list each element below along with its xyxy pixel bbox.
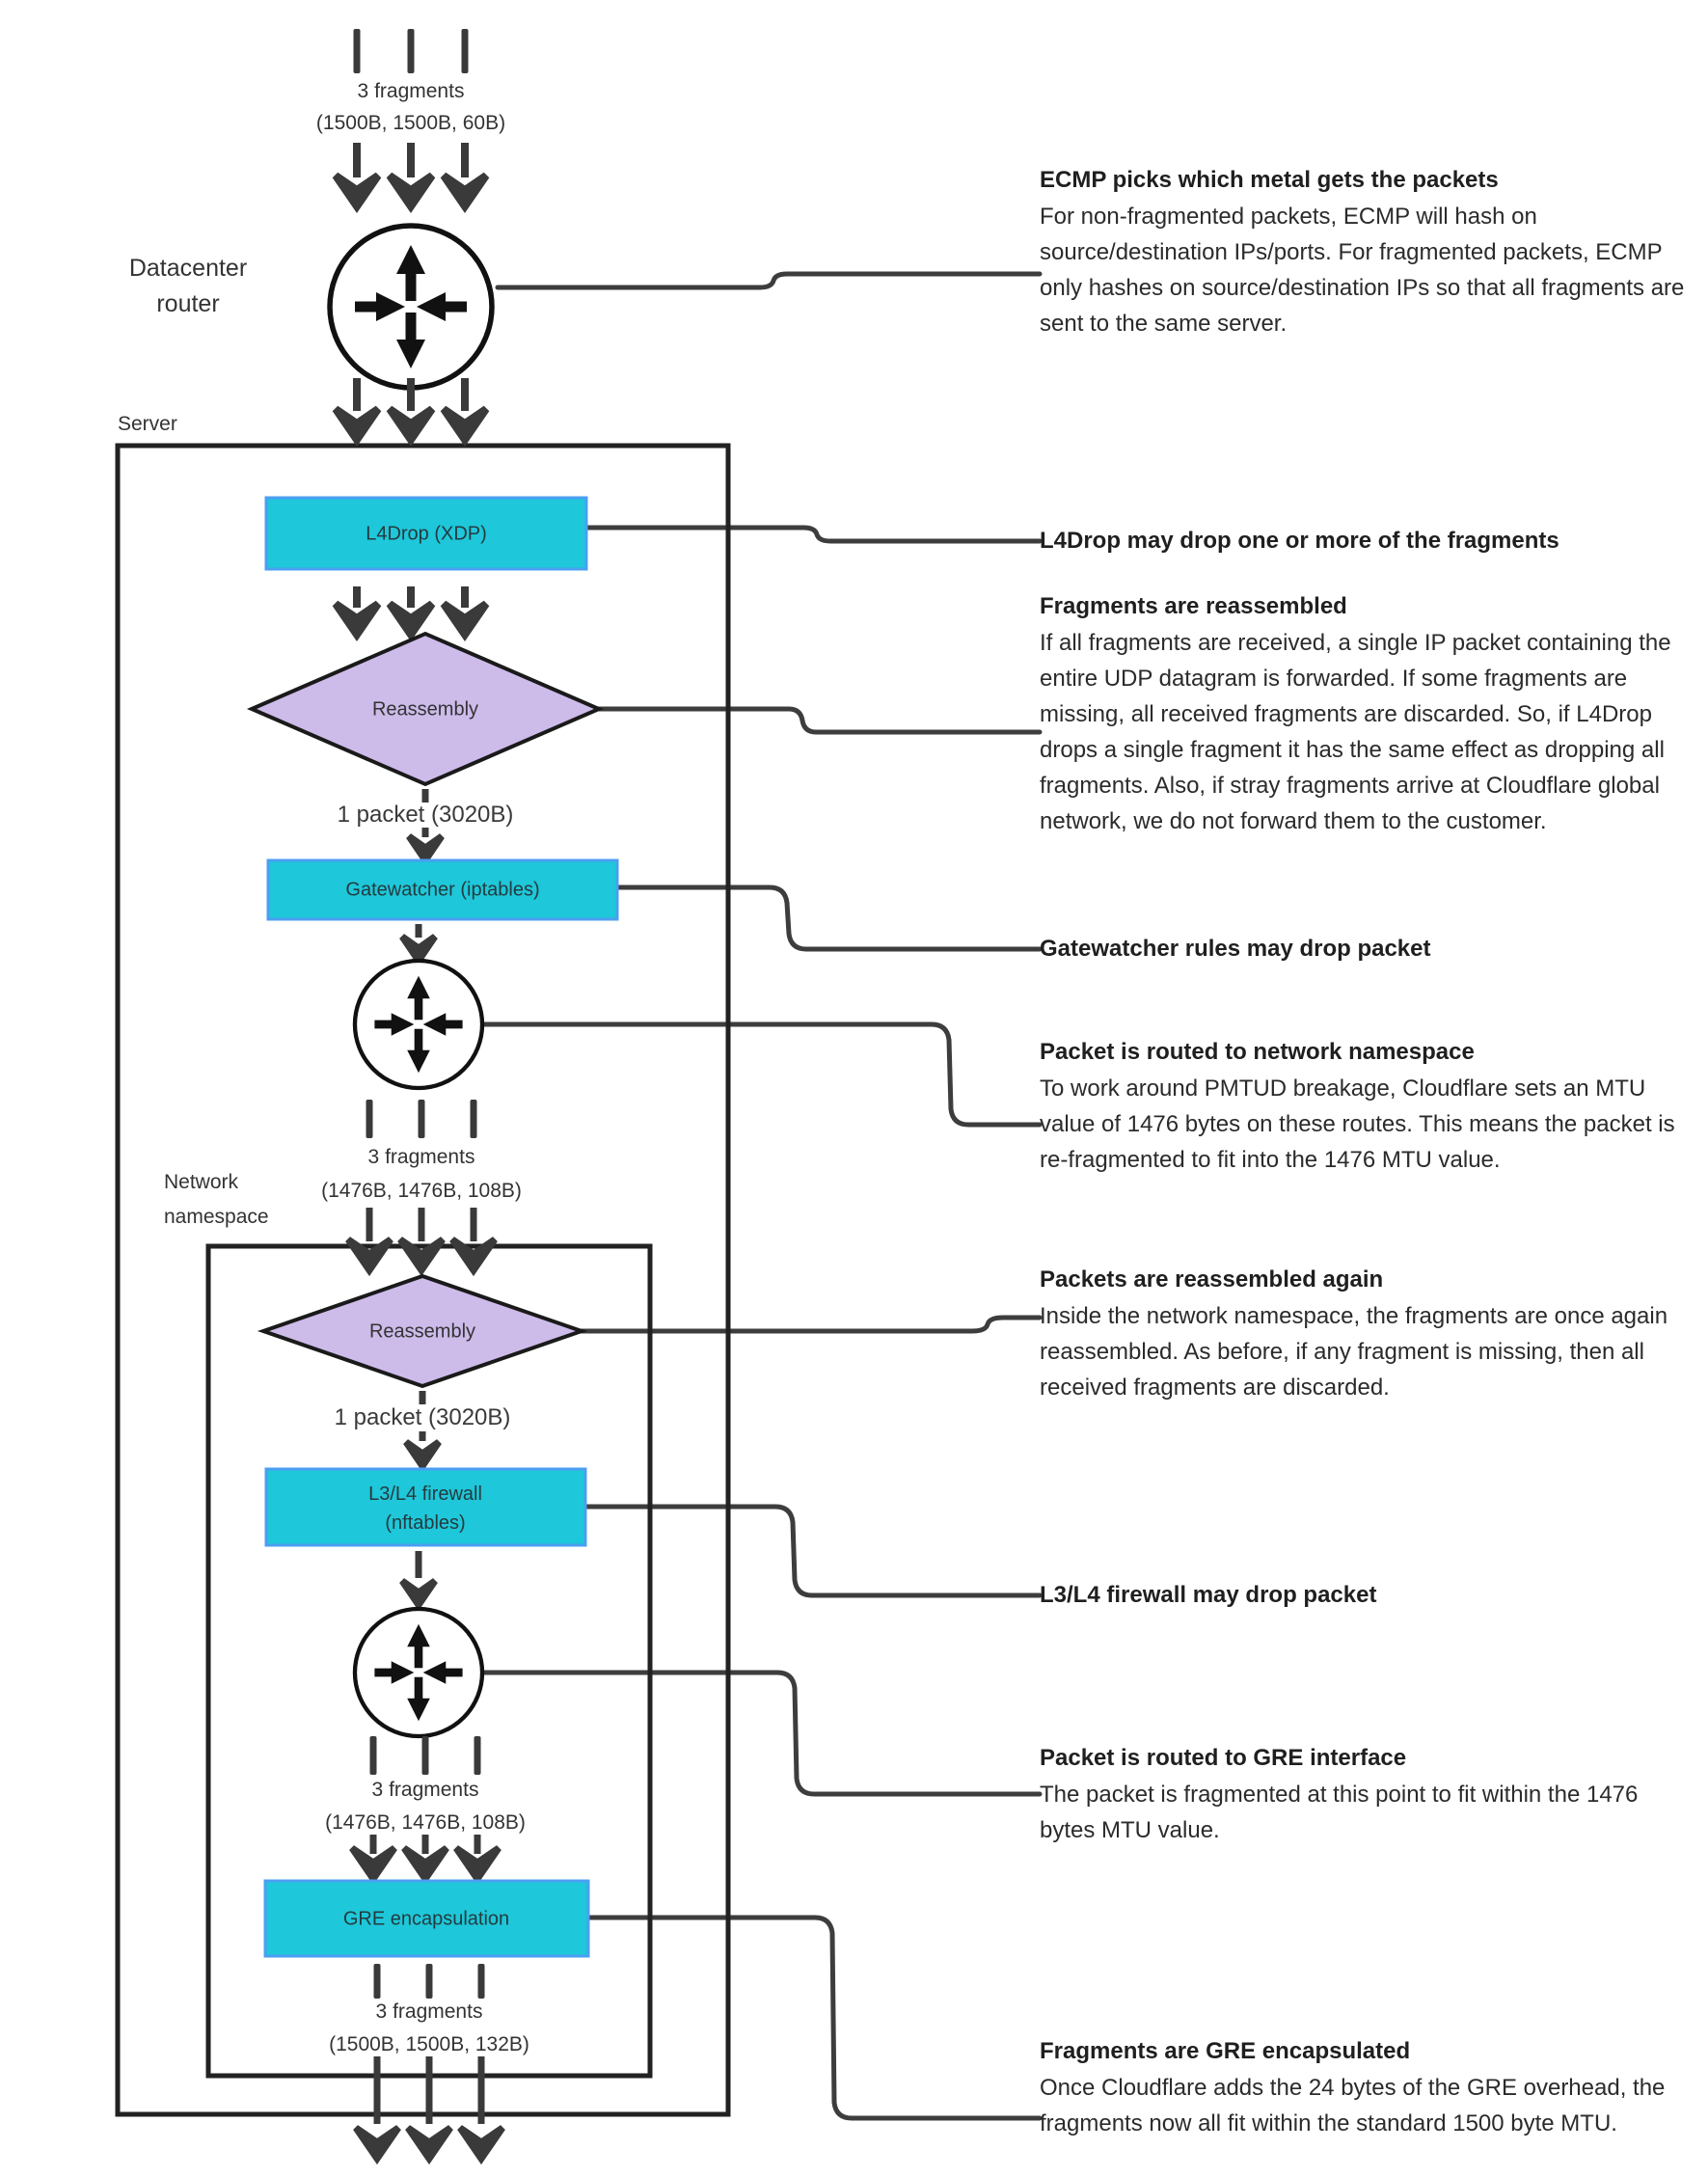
packet1-label: 1 packet (3020B): [337, 802, 514, 828]
arrow-packet-to-gatewatcher: [409, 828, 442, 860]
l3l4-firewall-label-line2: (nftables): [385, 1512, 466, 1534]
incoming-fragments-count: 3 fragments: [357, 80, 465, 102]
connector-firewall: [585, 1507, 1040, 1595]
arrow-firewall-to-route: [402, 1551, 435, 1605]
fragments-gre-sizes: (1476B, 1476B, 108B): [325, 1811, 526, 1834]
annotation-gre-encapsulated-heading: Fragments are GRE encapsulated: [1040, 2038, 1411, 2064]
l3l4-firewall-label: [368, 1480, 482, 1538]
arrows-into-netns: [348, 1208, 495, 1270]
annotation-route-gre: [1040, 1740, 1692, 1848]
fragment-dashes-out: [374, 1964, 485, 1999]
network-namespace-label-line2: namespace: [164, 1206, 269, 1228]
annotation-ecmp: [1040, 162, 1692, 341]
datacenter-router-icon: [330, 226, 492, 388]
annotation-reassembled: [1040, 588, 1692, 839]
incoming-fragments-sizes: (1500B, 1500B, 60B): [315, 112, 506, 134]
fragments-gre-count: 3 fragments: [371, 1779, 479, 1801]
annotation-reassembled-again: [1040, 1262, 1692, 1405]
reassembly1-tip-dash: [422, 789, 429, 803]
arrow-gatewatcher-to-route: [402, 924, 435, 961]
fragments-netns-count: 3 fragments: [367, 1146, 475, 1168]
arrows-into-gre: [352, 1835, 499, 1879]
l3l4-firewall-label-line1: L3/L4 firewall: [368, 1483, 482, 1505]
fragment-dashes-gre: [370, 1736, 481, 1775]
annotation-gatewatcher-heading: Gatewatcher rules may drop packet: [1040, 936, 1431, 962]
annotation-reassembled-again-body: Inside the network namespace, the fragments are once again reassembled. As before, if any fragment is missing, then all received fragments are discarded.: [1040, 1303, 1668, 1401]
route-icon-netns: [355, 961, 482, 1088]
arrows-into-server: [336, 378, 486, 440]
annotation-reassembled-body: If all fragments are received, a single IP packet containing the entire UDP datagram is forwarded. If some fragments are missing, all received fragments are discarded. So, if L4Drop drops a single fragment it has the same effect as dropping all fragments. Also, if stray fragments arrive at Cloudflare global network, we do not forward them to the customer.: [1040, 630, 1671, 834]
reassembly2-label: Reassembly: [368, 1320, 476, 1343]
reassembly1-label: Reassembly: [371, 698, 479, 721]
network-namespace-label-line1: Network: [164, 1171, 239, 1193]
route-icon-gre: [355, 1609, 482, 1736]
packet2-label: 1 packet (3020B): [334, 1404, 511, 1430]
annotation-gre-encapsulated: [1040, 2033, 1692, 2141]
outgoing-fragments-sizes: (1500B, 1500B, 132B): [329, 2033, 529, 2055]
connector-l4drop: [586, 528, 1040, 541]
annotation-route-netns: [1040, 1034, 1692, 1178]
annotation-reassembled-again-heading: Packets are reassembled again: [1040, 1266, 1384, 1293]
annotation-firewall-heading: L3/L4 firewall may drop packet: [1040, 1582, 1377, 1608]
annotation-l4drop: [1040, 523, 1692, 559]
connector-reassembly1: [599, 709, 1040, 732]
outgoing-fragments-count: 3 fragments: [375, 2000, 483, 2023]
annotation-reassembled-heading: Fragments are reassembled: [1040, 593, 1347, 619]
connector-route-netns: [482, 1024, 1040, 1125]
annotation-l4drop-heading: L4Drop may drop one or more of the fragments: [1040, 528, 1559, 554]
annotation-route-gre-heading: Packet is routed to GRE interface: [1040, 1745, 1407, 1771]
connector-gatewatcher: [617, 887, 1040, 949]
connector-gre-encap: [588, 1918, 1040, 2118]
annotation-ecmp-heading: ECMP picks which metal gets the packets: [1040, 167, 1499, 193]
arrows-into-router: [336, 143, 486, 206]
annotation-firewall: [1040, 1577, 1692, 1614]
annotation-ecmp-body: For non-fragmented packets, ECMP will hash on source/destination IPs/ports. For fragmented packets, ECMP only hashes on source/destination IPs so that all fragments are sent to the same server.: [1040, 204, 1685, 337]
server-label: Server: [118, 413, 177, 435]
network-namespace-label: [164, 1165, 269, 1235]
reassembly2-tip-dash: [420, 1391, 426, 1404]
annotation-route-gre-body: The packet is fragmented at this point to fit within the 1476 bytes MTU value.: [1040, 1782, 1639, 1843]
arrows-out: [356, 2056, 502, 2159]
connector-ecmp: [498, 274, 1040, 287]
annotation-route-netns-heading: Packet is routed to network namespace: [1040, 1039, 1475, 1065]
datacenter-router-label-line1: Datacenter: [128, 255, 248, 282]
datacenter-router-label: [129, 251, 247, 322]
fragments-netns-sizes: (1476B, 1476B, 108B): [321, 1180, 522, 1202]
arrow-packet-to-firewall: [406, 1431, 439, 1466]
annotation-gatewatcher: [1040, 931, 1692, 967]
annotation-gre-encapsulated-body: Once Cloudflare adds the 24 bytes of the GRE overhead, the fragments now all fit within the standard 1500 byte MTU.: [1040, 2075, 1666, 2136]
l4drop-label: L4Drop (XDP): [366, 523, 487, 545]
annotation-route-netns-body: To work around PMTUD breakage, Cloudflare sets an MTU value of 1476 bytes on these routes. This means the packet is re-fragmented to fit into the 1476 MTU value.: [1040, 1075, 1675, 1173]
incoming-fragment-dashes: [354, 29, 469, 73]
fragment-dashes-netns: [366, 1100, 477, 1138]
arrows-l4drop-to-reassembly: [336, 586, 486, 635]
datacenter-router-label-line2: router: [156, 290, 220, 317]
gre-encapsulation-label: GRE encapsulation: [342, 1908, 510, 1930]
gatewatcher-label: Gatewatcher (iptables): [345, 879, 540, 901]
connector-route-gre: [482, 1673, 1040, 1794]
